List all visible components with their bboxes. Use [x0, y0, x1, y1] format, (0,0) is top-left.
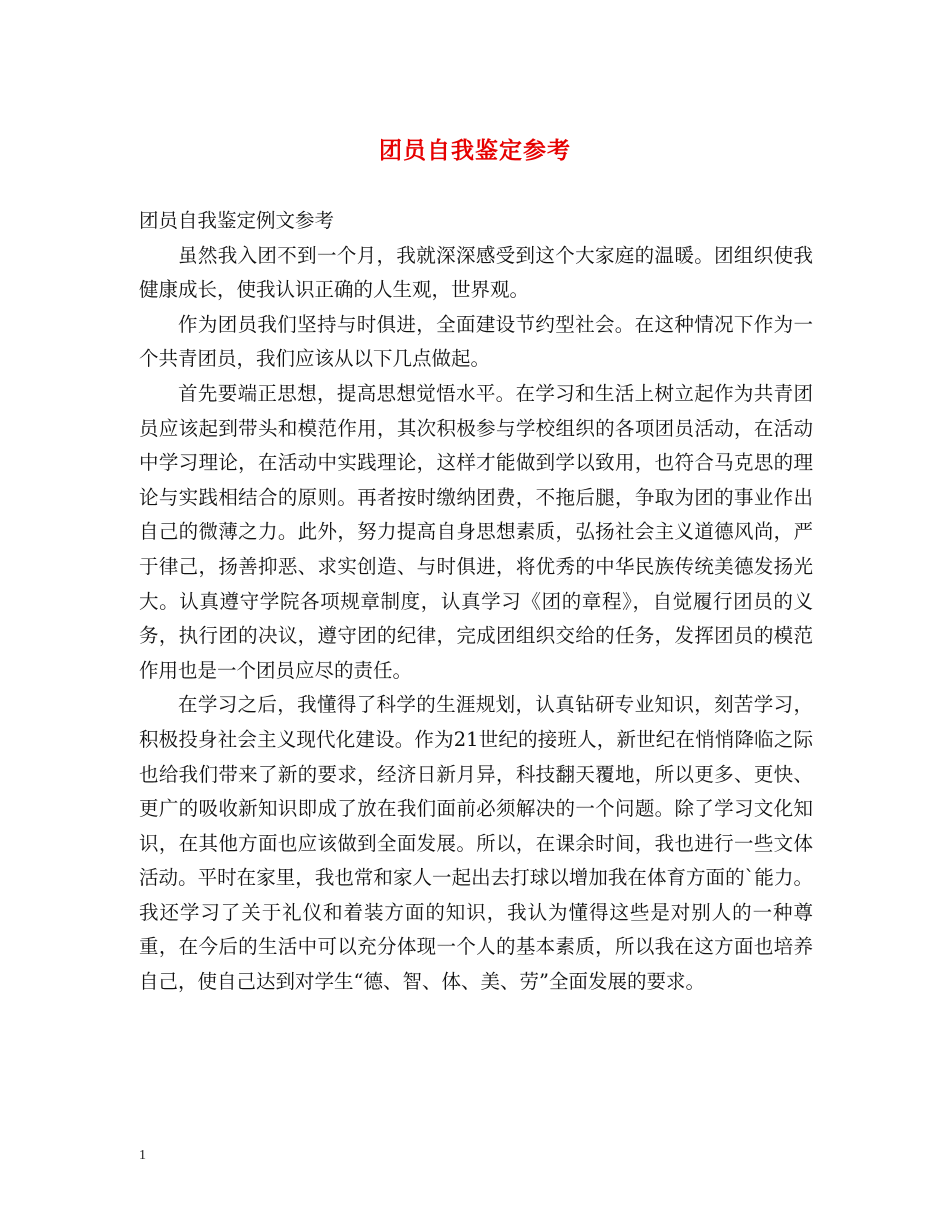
paragraph-3: 首先要端正思想，提高思想觉悟水平。在学习和生活上树立起作为共青团员应该起到带头和模范作用，其次积极参与学校组织的各项团员活动，在活动中学习理论，在活动中实践理论，这样才能做到学以致用，也符合马克思的理论与实践相结合的原则。再者按时缴纳团费，不拖后腿，争取为团的事业作出自己的微薄之力。此外，努力提高自身思想素质，弘扬社会主义道德风尚，严于律己，扬善抑恶、求实创造、与时俱进，将优秀的中华民族传统美德发扬光大。认真遵守学院各项规章制度，认真学习《团的章程》，自觉履行团员的义务，执行团的决议，遵守团的纪律，完成团组织交给的任务，发挥团员的模范作用也是一个团员应尽的责任。	[139, 381, 813, 682]
document-subtitle: 团员自我鉴定例文参考	[139, 209, 335, 232]
paragraph-1: 虽然我入团不到一个月，我就深深感受到这个大家庭的温暖。团组织使我健康成长，使我认识正确的人生观，世界观。	[139, 243, 813, 302]
paragraph-4: 在学习之后，我懂得了科学的生涯规划，认真钻研专业知识，刻苦学习，积极投身社会主义现代化建设。作为21世纪的接班人，新世纪在悄悄降临之际也给我们带来了新的要求，经济日新月异，科技翻天覆地，所以更多、更快、更广的吸收新知识即成了放在我们面前必须解决的一个问题。除了学习文化知识，在其他方面也应该做到全面发展。所以，在课余时间，我也进行一些文体活动。平时在家里，我也常和家人一起出去打球以增加我在体育方面的`能力。我还学习了关于礼仪和着装方面的知识，我认为懂得这些是对别人的一种尊重，在今后的生活中可以充分体现一个人的基本素质，所以我在这方面也培养自己，使自己达到对学生“德、智、体、美、劳”全面发展的要求。	[139, 693, 813, 994]
paragraph-2: 作为团员我们坚持与时俱进，全面建设节约型社会。在这种情况下作为一个共青团员，我们应该从以下几点做起。	[139, 312, 813, 371]
page-number: 1	[139, 1148, 146, 1163]
document-body	[139, 204, 813, 1000]
document-title: 团员自我鉴定参考	[379, 137, 571, 164]
